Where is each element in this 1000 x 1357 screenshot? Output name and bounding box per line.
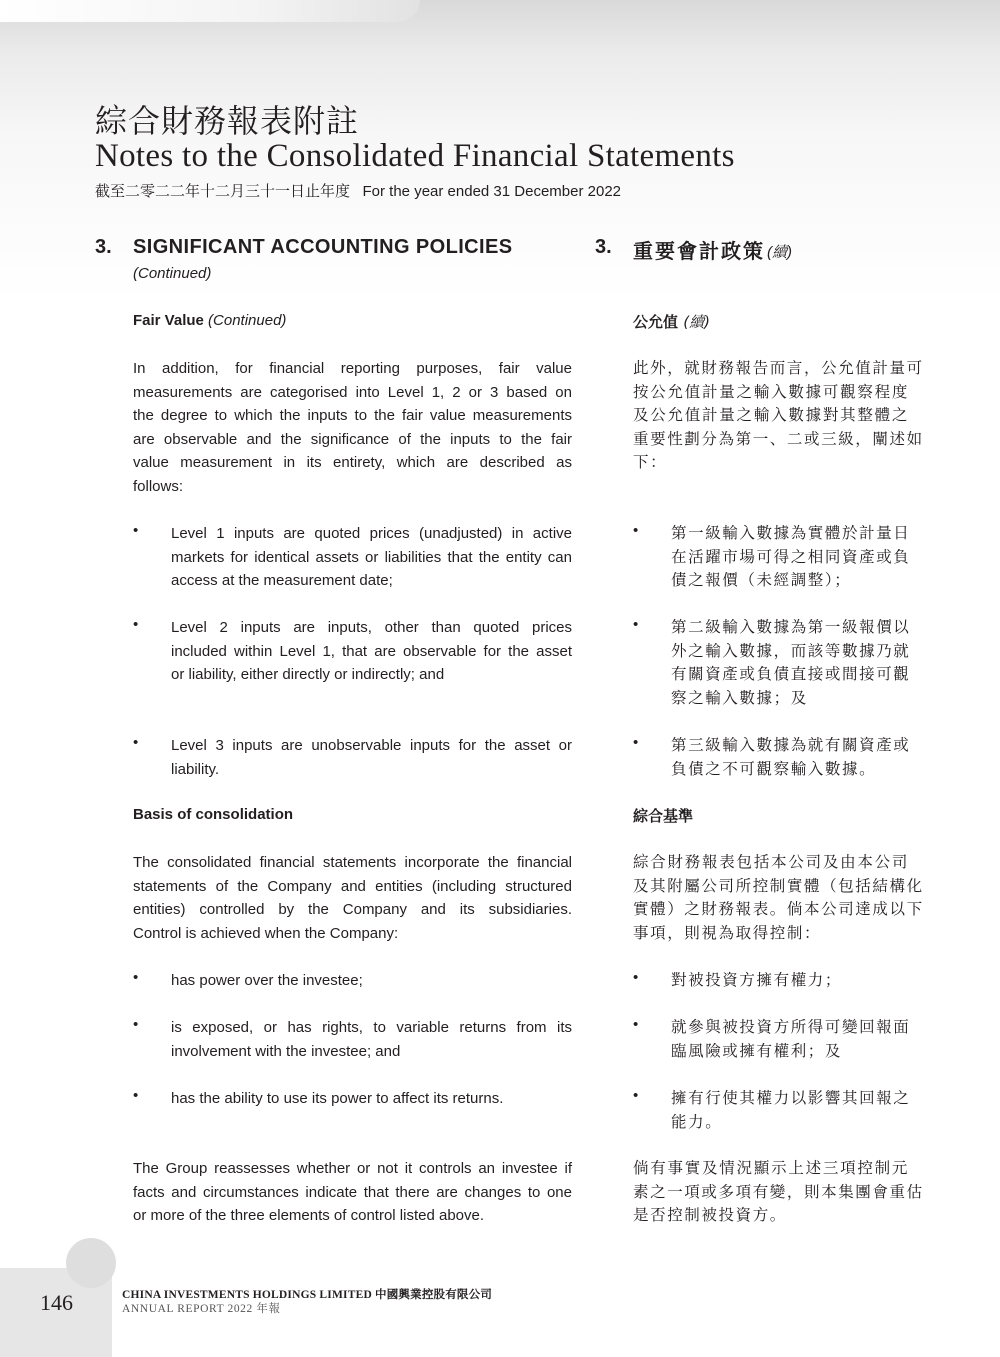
fair-value-paragraph-zh xyxy=(633,357,924,475)
footer-company-name: CHINA INVESTMENTS HOLDINGS LIMITED 中國興業控股有限公司 xyxy=(122,1289,493,1301)
basis-paragraph-zh xyxy=(633,851,924,945)
bullet-text xyxy=(671,1087,909,1134)
paragraph-line: 及公允值計量之輸入數據對其整體之 xyxy=(633,406,909,425)
fair-value-paragraph xyxy=(133,357,572,499)
paragraph-line: 素之一項或多項有變，則本集團會重估 xyxy=(633,1182,924,1201)
bullet-icon: • xyxy=(133,522,139,539)
bullet-line: 第一級輸入數據為實體於計量日 xyxy=(671,524,911,542)
page-number: 146 xyxy=(40,1290,73,1315)
bullet-icon: • xyxy=(633,1087,639,1104)
bullet-line: 有關資產或負債直接或間接可觀 xyxy=(671,665,911,684)
paragraph-line: The consolidated financial statements incorporate the financial xyxy=(133,854,572,871)
bullet-line: access at the measurement date; xyxy=(171,572,393,590)
page-title-chinese: 綜合財務報表附註 xyxy=(95,102,360,140)
bullet-line: 臨風險或擁有權利；及 xyxy=(671,1041,843,1060)
bullet-text xyxy=(171,734,572,781)
bullet-text xyxy=(671,734,909,781)
paragraph-line: 及其附屬公司所控制實體（包括結構化 xyxy=(633,876,924,895)
bullet-line: liability. xyxy=(171,760,220,778)
paragraph-line: Control is achieved when the Company: xyxy=(133,924,399,942)
footer-decorative-circle xyxy=(66,1238,116,1288)
bullet-line: Level 2 inputs are inputs, other than quoted prices xyxy=(171,619,572,636)
bullet-icon: • xyxy=(633,969,639,986)
bullet-text xyxy=(171,616,572,687)
paragraph-line: entities) controlled by the Company and its subsidiaries. xyxy=(133,901,572,919)
bullet-text xyxy=(171,1087,572,1111)
page-title-english: Notes to the Consolidated Financial Statements xyxy=(95,138,735,174)
bullet-line: Level 3 inputs are unobservable inputs for the asset or xyxy=(171,737,572,754)
bullet-icon: • xyxy=(133,1087,139,1104)
bullet-text xyxy=(671,522,909,593)
bullet-text xyxy=(171,969,572,993)
bullet-text xyxy=(171,522,572,593)
section-title-zh: 重要會計政策 xyxy=(633,239,765,263)
section-continued: (Continued) xyxy=(133,265,212,282)
bullet-icon: • xyxy=(133,616,139,633)
fair-value-heading-zh xyxy=(633,311,710,332)
section-number: 3. xyxy=(95,236,112,258)
bullet-icon: • xyxy=(633,522,639,539)
paragraph-line: measurements are categorised into Level 1, 2 or 3 based on xyxy=(133,383,572,401)
fair-value-continued-zh: (續) xyxy=(683,313,710,331)
fair-value-heading xyxy=(133,312,286,329)
footer-report-name: ANNUAL REPORT 2022 年報 xyxy=(122,1303,281,1315)
basis-heading-zh: 綜合基準 xyxy=(633,807,694,825)
section-number-zh: 3. xyxy=(595,236,612,258)
bullet-line: 外之輸入數據，而該等數據乃就 xyxy=(671,641,911,660)
paragraph-line: 是否控制被投資方。 xyxy=(633,1206,787,1225)
bullet-icon: • xyxy=(133,969,139,986)
bullet-text xyxy=(671,1016,909,1063)
bullet-line: markets for identical assets or liabilities that the entity can xyxy=(171,548,572,566)
bullet-icon: • xyxy=(633,734,639,751)
paragraph-line: 綜合財務報表包括本公司及由本公司 xyxy=(633,853,909,871)
bullet-line: included within Level 1, that are observable for the asset xyxy=(171,642,572,660)
paragraph-line: the degree to which the inputs to the fair value measurements xyxy=(133,407,572,425)
paragraph-line: 事項，則視為取得控制： xyxy=(633,923,822,942)
basis-paragraph xyxy=(133,851,572,945)
bullet-line: Level 1 inputs are quoted prices (unadjusted) in active xyxy=(171,525,572,542)
bullet-text xyxy=(671,969,909,993)
bullet-icon: • xyxy=(633,616,639,633)
bullet-line: 負債之不可觀察輸入數據。 xyxy=(671,759,877,778)
reporting-period: 截至二零二二年十二月三十一日止年度 For the year ended 31 December 2022 xyxy=(95,183,621,200)
paragraph-line: facts and circumstances indicate that there are changes to one xyxy=(133,1183,572,1201)
fair-value-heading-text: Fair Value xyxy=(133,312,204,329)
bullet-line: 擁有行使其權力以影響其回報之 xyxy=(671,1089,911,1107)
bullet-line: has the ability to use its power to affect its returns. xyxy=(171,1090,504,1107)
bullet-line: or liability, either directly or indirectly; and xyxy=(171,666,445,684)
bullet-line: 對被投資方擁有權力； xyxy=(671,971,843,989)
fair-value-heading-text-zh: 公允值 xyxy=(633,313,679,331)
reassess-paragraph xyxy=(133,1157,572,1228)
reassess-paragraph-zh xyxy=(633,1157,924,1228)
paragraph-line: 下： xyxy=(633,453,668,472)
paragraph-line: follows: xyxy=(133,477,184,495)
bullet-icon: • xyxy=(633,1016,639,1033)
section-title: SIGNIFICANT ACCOUNTING POLICIES xyxy=(133,236,513,258)
bullet-icon: • xyxy=(133,1016,139,1033)
bullet-line: involvement with the investee; and xyxy=(171,1042,401,1060)
bullet-line: 第三級輸入數據為就有關資產或 xyxy=(671,736,911,754)
bullet-text xyxy=(171,1016,572,1063)
bullet-line: 第二級輸入數據為第一級報價以 xyxy=(671,618,911,636)
bullet-line: has power over the investee; xyxy=(171,972,363,989)
paragraph-line: 實體）之財務報表。倘本公司達成以下 xyxy=(633,900,924,919)
paragraph-line: are observable and the significance of the inputs to the fair xyxy=(133,430,572,448)
paragraph-line: 倘有事實及情況顯示上述三項控制元 xyxy=(633,1159,909,1177)
bullet-text xyxy=(671,616,909,710)
paragraph-line: The Group reassesses whether or not it controls an investee if xyxy=(133,1160,572,1177)
paragraph-line: 重要性劃分為第一、二或三級，闡述如 xyxy=(633,429,924,448)
bullet-line: 債之報價（未經調整）； xyxy=(671,571,852,590)
bullet-line: is exposed, or has rights, to variable returns from its xyxy=(171,1019,572,1036)
bullet-line: 察之輸入數據；及 xyxy=(671,688,808,707)
bullet-line: 在活躍市場可得之相同資產或負 xyxy=(671,547,911,566)
paragraph-line: statements of the Company and entities (including structured xyxy=(133,877,572,895)
bullet-icon: • xyxy=(133,734,139,751)
bullet-line: 就參與被投資方所得可變回報面 xyxy=(671,1018,911,1036)
paragraph-line: In addition, for financial reporting purposes, fair value xyxy=(133,360,572,377)
paragraph-line: 按公允值計量之輸入數據可觀察程度 xyxy=(633,382,909,401)
section-continued-zh: (續) xyxy=(767,244,792,261)
basis-heading: Basis of consolidation xyxy=(133,806,294,823)
paragraph-line: value measurement in its entirety, which are described as xyxy=(133,454,572,472)
paragraph-line: 此外，就財務報告而言，公允值計量可 xyxy=(633,359,924,377)
bullet-line: 能力。 xyxy=(671,1112,723,1131)
header-decoration xyxy=(0,0,420,22)
fair-value-continued: (Continued) xyxy=(208,312,287,329)
paragraph-line: or more of the three elements of control listed above. xyxy=(133,1207,485,1225)
